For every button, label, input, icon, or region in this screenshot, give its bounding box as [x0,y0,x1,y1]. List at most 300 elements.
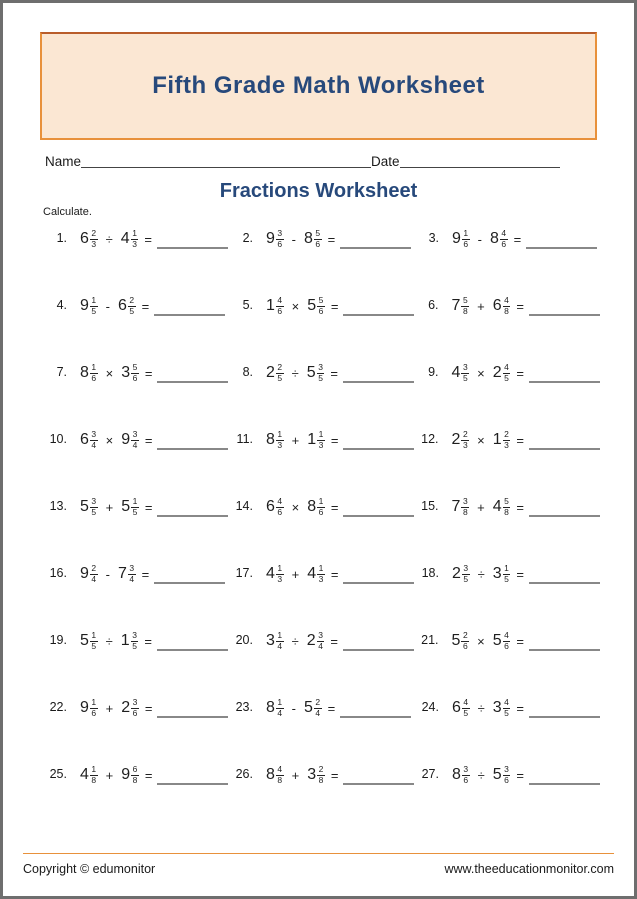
problem-number: 10. [49,432,67,446]
problem-item [229,627,415,694]
mixed-fraction-a [266,430,284,451]
problem-item [229,359,415,426]
problem-expression [266,765,414,786]
fraction-numerator: 1 [318,496,324,506]
answer-blank [529,448,600,450]
mixed-fraction-b [307,497,325,518]
whole-number: 8 [489,230,499,248]
fraction-denominator: 8 [277,774,283,785]
fraction-denominator: 5 [463,707,469,718]
fraction-denominator: 5 [504,372,509,383]
fraction-numerator: 3 [462,496,468,506]
problem-number: 5. [242,298,253,312]
equals-sign: = [144,633,153,649]
fraction-numerator: 3 [463,764,469,774]
problem-number: 17. [235,566,253,580]
fraction-denominator: 4 [91,439,97,450]
answer-blank [157,783,228,785]
mixed-fraction-b [121,698,139,719]
problem-number: 18. [421,566,439,580]
fraction-denominator: 5 [129,305,135,316]
whole-number: 4 [120,230,130,248]
problems-grid [43,225,634,828]
fraction-denominator: 5 [91,640,97,651]
fraction [503,497,511,518]
fraction-numerator: 4 [504,295,509,305]
fraction-numerator: 4 [504,630,509,640]
fraction-denominator: 4 [318,640,323,651]
problem-expression [452,229,597,250]
fraction-denominator: 6 [504,640,509,651]
mixed-fraction-a [80,229,98,250]
fraction-numerator: 1 [277,429,283,439]
fraction-numerator: 3 [463,563,469,573]
equals-sign: = [516,432,524,448]
whole-number: 5 [492,766,502,784]
fraction-numerator: 1 [504,563,509,573]
fraction-numerator: 2 [277,362,283,372]
mixed-fraction-b [493,698,511,719]
fraction-denominator: 8 [462,506,468,517]
fraction-denominator: 4 [91,573,97,584]
problem-expression [266,564,414,585]
answer-blank [157,649,228,651]
instruction-text: Calculate. [43,206,92,218]
whole-number: 3 [492,565,502,583]
equals-sign: = [330,432,339,448]
mixed-fraction-b [118,296,136,317]
fraction-numerator: 3 [504,764,509,774]
answer-blank [157,381,228,383]
fraction-numerator: 4 [277,764,283,774]
operator: ÷ [477,700,485,716]
equals-sign: = [144,700,153,716]
fraction [317,631,325,652]
fraction [317,765,325,786]
problem-item [229,761,415,828]
answer-blank [154,314,225,316]
whole-number: 5 [303,699,313,717]
problem-number: 3. [428,231,439,245]
fraction [276,564,284,585]
fraction-numerator: 5 [462,295,468,305]
mixed-fraction-a [80,430,98,451]
whole-number: 9 [80,565,89,583]
mixed-fraction-b [121,430,139,451]
operator: + [105,700,114,716]
fraction-numerator: 6 [132,764,138,774]
fraction [131,497,139,518]
problem-expression [80,564,225,585]
mixed-fraction-a [80,631,98,652]
mixed-fraction-b [121,229,139,250]
mixed-fraction-a [452,229,470,250]
fraction [128,296,136,317]
fraction-denominator: 8 [504,506,509,517]
fraction-denominator: 4 [277,640,283,651]
mixed-fraction-a [266,497,284,518]
fraction-numerator: 4 [277,295,283,305]
equals-sign: = [144,432,153,448]
operator: + [477,298,485,314]
problem-item [415,761,600,828]
whole-number: 5 [80,632,89,650]
equals-sign: = [516,633,524,649]
fraction [131,765,139,786]
problem-number: 4. [56,298,67,312]
fraction [90,765,98,786]
fraction-numerator: 2 [129,295,135,305]
answer-blank [343,448,414,450]
answer-blank [529,381,600,383]
fraction [90,296,98,317]
fraction-denominator: 8 [318,774,324,785]
fraction-denominator: 3 [504,439,509,450]
fraction [90,430,98,451]
whole-number: 6 [266,498,275,516]
mixed-fraction-a [266,765,284,786]
mixed-fraction-b [493,430,511,451]
whole-number: 9 [121,431,131,449]
mixed-fraction-a [80,564,98,585]
fraction-numerator: 1 [318,563,324,573]
date-label: Date [371,154,400,169]
fraction-denominator: 8 [91,774,97,785]
whole-number: 6 [451,699,461,717]
fraction-numerator: 3 [318,630,323,640]
problem-number: 22. [49,700,67,714]
equals-sign: = [144,767,153,783]
fraction-denominator: 8 [504,305,509,316]
fraction-numerator: 1 [91,362,97,372]
whole-number: 5 [80,498,89,516]
problem-expression [266,430,414,451]
problem-number: 11. [236,432,253,446]
fraction-numerator: 2 [318,764,324,774]
problem-expression [266,497,414,518]
fraction-denominator: 6 [277,506,283,517]
problem-number: 12. [421,432,439,446]
problem-number: 26. [235,767,253,781]
problem-number: 20. [235,633,253,647]
whole-number: 8 [266,699,275,717]
mixed-fraction-b [493,363,511,384]
date-blank-line [400,164,560,168]
mixed-fraction-b [493,631,511,652]
problem-number: 24. [421,700,439,714]
whole-number: 6 [492,297,502,315]
fraction-denominator: 3 [132,238,137,249]
whole-number: 9 [80,699,89,717]
problem-item [43,426,229,493]
equals-sign: = [513,231,522,247]
fraction [503,698,511,719]
equals-sign: = [327,231,336,247]
fraction-denominator: 6 [504,774,509,785]
problem-number: 23. [235,700,253,714]
mixed-fraction-a [452,430,470,451]
fraction-numerator: 1 [132,228,137,238]
fraction [503,363,511,384]
fraction [128,564,136,585]
mixed-fraction-b [493,765,511,786]
answer-blank [343,314,414,316]
fraction-denominator: 4 [132,439,138,450]
fraction-numerator: 5 [318,295,324,305]
mixed-fraction-a [452,497,470,518]
whole-number: 8 [303,230,313,248]
operator: - [291,700,296,716]
fraction [276,363,284,384]
fraction-numerator: 1 [132,496,138,506]
operator: - [105,298,110,314]
mixed-fraction-a [452,631,470,652]
fraction-numerator: 5 [504,496,509,506]
mixed-fraction-a [452,363,470,384]
problem-item [229,694,415,761]
fraction-denominator: 6 [91,707,97,718]
equals-sign: = [330,298,339,314]
answer-blank [343,649,414,651]
whole-number: 4 [307,565,317,583]
whole-number: 4 [492,498,502,516]
problem-item [43,627,229,694]
equals-sign: = [144,365,153,381]
fraction-numerator: 2 [462,429,468,439]
operator: + [105,767,114,783]
fraction-numerator: 3 [318,362,323,372]
fraction-numerator: 1 [91,764,97,774]
answer-blank [529,515,600,517]
mixed-fraction-b [307,296,325,317]
whole-number: 3 [492,699,502,717]
problem-expression [80,698,228,719]
fraction [90,363,98,384]
whole-number: 2 [306,632,316,650]
problem-expression [80,497,228,518]
problem-expression [80,363,228,384]
answer-blank [343,381,414,383]
equals-sign: = [330,499,339,515]
fraction [462,564,470,585]
problem-expression [452,564,600,585]
fraction [503,296,511,317]
equals-sign: = [144,499,153,515]
fraction-denominator: 5 [504,707,509,718]
operator: × [477,432,485,448]
operator: ÷ [477,767,485,783]
fraction-numerator: 3 [129,563,135,573]
problem-expression [452,497,600,518]
fraction-numerator: 1 [463,228,469,238]
fraction [276,765,284,786]
problem-item [229,493,415,560]
whole-number: 4 [266,565,275,583]
mixed-fraction-a [452,765,470,786]
fraction-numerator: 1 [277,697,283,707]
fraction-denominator: 4 [277,707,283,718]
equals-sign: = [144,231,153,247]
whole-number: 5 [451,632,461,650]
problem-number: 16. [49,566,67,580]
problem-expression [452,765,600,786]
fraction [461,430,469,451]
fraction-denominator: 6 [277,238,283,249]
fraction-numerator: 4 [504,697,509,707]
mixed-fraction-b [121,631,139,652]
problem-expression [452,430,600,451]
problem-expression [452,698,600,719]
mixed-fraction-b [307,765,325,786]
problem-expression [80,765,228,786]
whole-number: 9 [121,766,131,784]
whole-number: 7 [117,565,127,583]
fraction-numerator: 3 [91,496,97,506]
mixed-fraction-b [118,564,136,585]
fraction-numerator: 2 [504,429,509,439]
mixed-fraction-a [266,564,284,585]
whole-number: 5 [121,498,131,516]
mixed-fraction-a [266,296,284,317]
problem-expression [80,296,225,317]
problem-item [43,493,229,560]
fraction-numerator: 3 [277,228,283,238]
mixed-fraction-a [266,229,284,250]
fraction-denominator: 3 [462,439,468,450]
fraction-denominator: 3 [277,439,283,450]
problem-item [43,694,229,761]
equals-sign: = [330,566,339,582]
equals-sign: = [141,566,150,582]
whole-number: 8 [451,766,461,784]
fraction [503,631,511,652]
operator: + [105,499,114,515]
problem-expression [266,229,411,250]
fraction-numerator: 1 [91,295,97,305]
answer-blank [529,314,600,316]
fraction-denominator: 3 [318,573,324,584]
whole-number: 6 [80,230,89,248]
problem-expression [452,631,600,652]
operator: - [477,231,482,247]
problem-item [415,694,600,761]
fraction-numerator: 5 [315,228,321,238]
fraction [462,229,470,250]
whole-number: 3 [307,766,317,784]
whole-number: 4 [80,766,89,784]
problem-item [229,292,415,359]
fraction [90,698,98,719]
answer-blank [343,515,414,517]
answer-blank [529,716,600,718]
problem-item [415,359,600,426]
problem-number: 25. [49,767,67,781]
answer-blank [529,649,600,651]
fraction-denominator: 5 [318,372,323,383]
whole-number: 5 [306,364,316,382]
fraction [317,296,325,317]
whole-number: 8 [80,364,89,382]
mixed-fraction-a [80,765,98,786]
mixed-fraction-b [493,497,511,518]
fraction-numerator: 2 [91,563,97,573]
fraction-denominator: 6 [132,707,138,718]
fraction [317,430,325,451]
whole-number: 7 [451,498,461,516]
mixed-fraction-a [452,564,470,585]
problem-expression [266,363,414,384]
equals-sign: = [330,767,339,783]
fraction-numerator: 3 [132,429,138,439]
fraction [314,229,322,250]
page-footer [23,853,614,876]
mixed-fraction-a [80,296,98,317]
copyright-text: Copyright © edumonitor [23,862,156,876]
problem-item [229,426,415,493]
whole-number: 8 [266,431,275,449]
fraction [317,564,325,585]
equals-sign: = [516,298,524,314]
operator: ÷ [105,633,113,649]
problem-item [43,761,229,828]
fraction [461,296,469,317]
fraction [276,430,284,451]
whole-number: 5 [307,297,317,315]
operator: + [477,499,485,515]
fraction-denominator: 6 [463,774,469,785]
fraction [317,497,325,518]
fraction-denominator: 6 [132,372,138,383]
fraction-numerator: 4 [277,496,283,506]
answer-blank [343,582,414,584]
mixed-fraction-a [452,296,470,317]
whole-number: 2 [451,565,461,583]
problem-expression [80,631,228,652]
whole-number: 2 [451,431,461,449]
whole-number: 8 [307,498,317,516]
equals-sign: = [516,499,524,515]
answer-blank [529,582,600,584]
equals-sign: = [327,700,336,716]
whole-number: 8 [266,766,275,784]
whole-number: 5 [492,632,502,650]
fraction [131,698,139,719]
fraction [314,698,322,719]
whole-number: 9 [80,297,89,315]
equals-sign: = [516,566,524,582]
website-text: www.theeducationmonitor.com [444,862,614,876]
fraction-denominator: 6 [318,305,324,316]
problem-expression [266,631,414,652]
problem-number: 7. [56,365,67,379]
fraction [276,698,284,719]
operator: × [477,365,485,381]
operator: - [291,231,296,247]
problem-expression [80,430,228,451]
answer-blank [157,448,228,450]
fraction-denominator: 6 [463,238,469,249]
problem-number: 21. [421,633,439,647]
problem-number: 13. [49,499,67,513]
fraction-numerator: 3 [132,630,137,640]
operator: × [477,633,485,649]
problem-item [415,560,600,627]
problem-item [229,560,415,627]
problem-number: 9. [428,365,439,379]
problem-item [43,225,229,292]
fraction-numerator: 4 [504,362,509,372]
fraction-denominator: 5 [462,372,468,383]
